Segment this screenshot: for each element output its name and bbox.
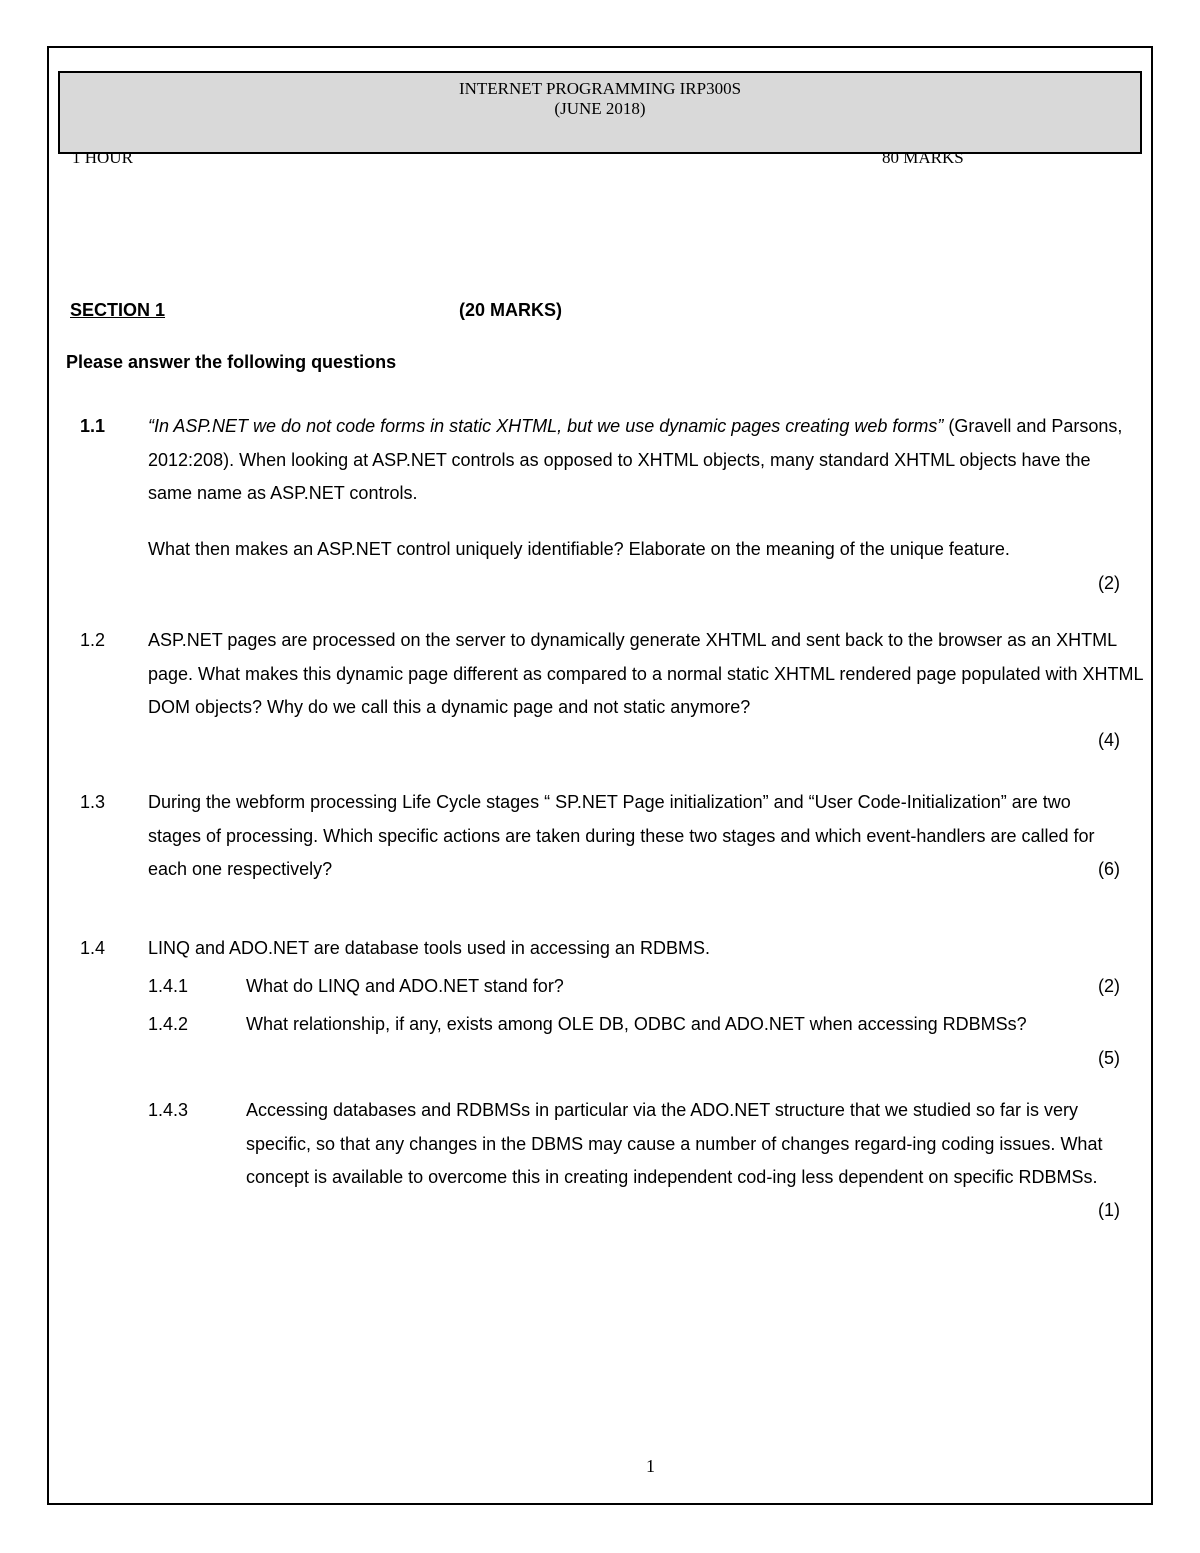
page-number: 1 [646, 1456, 655, 1476]
subquestion-number: 1.4.1 [148, 976, 189, 996]
exam-total-marks: 80 MARKS [882, 148, 964, 167]
subquestion-number: 1.4.2 [148, 1014, 189, 1034]
question-prompt: What then makes an ASP.NET control uniquely identifiable? Elaborate on the meaning of the unique feature. [148, 539, 1010, 559]
subquestion-text: Accessing databases and RDBMSs in particular via the ADO.NET structure that we studied so far is very specific, so that any changes in the DBMS may cause a number of changes regard-ing coding issues. What concept is available to overcome this in creating independent cod-ing less dependent on specific RDBMSs. [246, 1100, 1103, 1187]
subquestion-text: What do LINQ and ADO.NET stand for? [246, 976, 564, 996]
section-instruction: Please answer the following questions [66, 352, 397, 372]
question-text: LINQ and ADO.NET are database tools used in accessing an RDBMS. [148, 938, 710, 958]
exam-date: (JUNE 2018) [554, 99, 646, 118]
question-marks: (1) [1098, 1200, 1120, 1220]
question-marks: (2) [1098, 573, 1120, 593]
section-title: SECTION 1 [70, 300, 166, 320]
question-context: (Gravell and Parsons, 2012:208). When looking at ASP.NET controls as opposed to XHTML objects, many standard XHTML objects have the same name as ASP.NET controls. [148, 416, 1123, 503]
subquestion-number: 1.4.3 [148, 1100, 189, 1120]
exam-title: INTERNET PROGRAMMING IRP300S [458, 79, 742, 98]
question-text: ASP.NET pages are processed on the server to dynamically generate XHTML and sent back to the browser as an XHTML page. What makes this dynamic page different as compared to a normal static XHTML rendered page populated with XHTML DOM objects? Why do we call this a dynamic page and not static anymore? [148, 630, 1143, 717]
question-number: 1.1 [80, 416, 106, 436]
question-text [148, 410, 1138, 511]
question-marks: (2) [1098, 976, 1120, 996]
section-marks: (20 MARKS) [459, 300, 563, 320]
exam-duration: 1 HOUR [72, 148, 133, 167]
exam-header [58, 71, 1142, 154]
question-marks: (4) [1098, 730, 1120, 750]
question-number: 1.2 [80, 630, 106, 650]
subquestion-text: What relationship, if any, exists among OLE DB, ODBC and ADO.NET when accessing RDBMSs? [246, 1014, 1027, 1034]
question-marks: (5) [1098, 1048, 1120, 1068]
question-number: 1.3 [80, 792, 106, 812]
question-text: During the webform processing Life Cycle stages “ SP.NET Page initialization” and “User Code-Initialization” are two stages of processing. Which specific actions are taken during these two stages and which event-handlers are called for each one respectively? [148, 792, 1095, 879]
question-number: 1.4 [80, 938, 106, 958]
question-quote: “In ASP.NET we do not code forms in static XHTML, but we use dynamic pages creating web forms” [148, 416, 944, 436]
page-border [47, 46, 1153, 1505]
question-marks: (6) [1098, 859, 1120, 879]
